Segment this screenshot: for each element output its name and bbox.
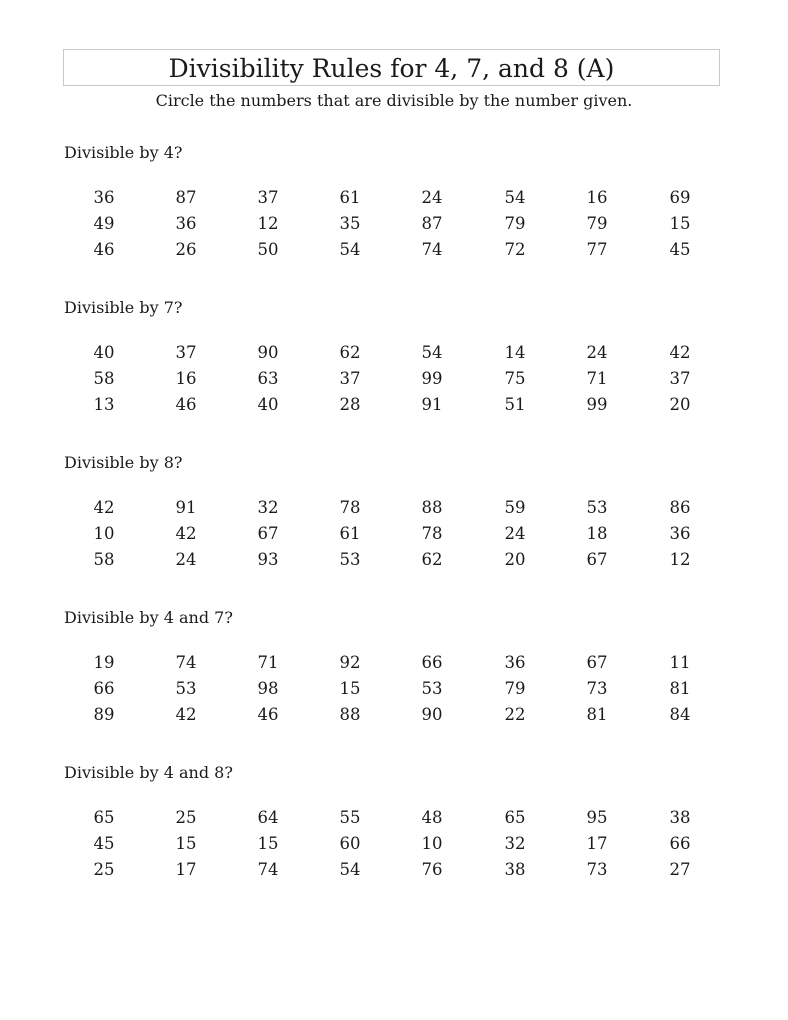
number-row [0,549,788,575]
number-cell[interactable]: 53 [175,679,197,698]
number-cell[interactable]: 86 [669,498,691,517]
number-cell[interactable]: 50 [257,240,279,259]
number-cell[interactable]: 15 [339,679,361,698]
number-cell[interactable]: 63 [257,369,279,388]
section-heading: Divisible by 8? [64,453,183,472]
number-cell[interactable]: 67 [586,653,608,672]
number-cell[interactable]: 24 [421,188,443,207]
number-cell[interactable]: 74 [175,653,197,672]
number-cell[interactable]: 93 [257,550,279,569]
number-cell[interactable]: 10 [93,524,115,543]
number-cell[interactable]: 69 [669,188,691,207]
number-cell[interactable]: 46 [257,705,279,724]
number-cell[interactable]: 65 [93,808,115,827]
number-grid [0,342,788,420]
number-cell[interactable]: 73 [586,679,608,698]
number-cell[interactable]: 53 [586,498,608,517]
number-cell[interactable]: 36 [93,188,115,207]
number-row [0,807,788,833]
number-cell[interactable]: 26 [175,240,197,259]
title-box [63,49,720,86]
number-cell[interactable]: 73 [586,860,608,879]
number-row [0,213,788,239]
number-cell[interactable]: 58 [93,369,115,388]
number-cell[interactable]: 16 [175,369,197,388]
number-cell[interactable]: 64 [257,808,279,827]
number-cell[interactable]: 71 [586,369,608,388]
number-row [0,187,788,213]
number-cell[interactable]: 45 [669,240,691,259]
number-cell[interactable]: 24 [504,524,526,543]
number-cell[interactable]: 72 [504,240,526,259]
number-cell[interactable]: 67 [257,524,279,543]
number-cell[interactable]: 20 [669,395,691,414]
number-cell[interactable]: 79 [504,679,526,698]
number-cell[interactable]: 58 [93,550,115,569]
number-cell[interactable]: 22 [504,705,526,724]
number-cell[interactable]: 89 [93,705,115,724]
number-cell[interactable]: 84 [669,705,691,724]
number-cell[interactable]: 53 [339,550,361,569]
number-cell[interactable]: 61 [339,188,361,207]
number-grid [0,187,788,265]
number-row [0,368,788,394]
number-cell[interactable]: 25 [93,860,115,879]
number-cell[interactable]: 16 [586,188,608,207]
number-row [0,523,788,549]
number-cell[interactable]: 54 [421,343,443,362]
number-cell[interactable]: 37 [339,369,361,388]
number-cell[interactable]: 53 [421,679,443,698]
number-cell[interactable]: 66 [421,653,443,672]
number-cell[interactable]: 66 [93,679,115,698]
number-cell[interactable]: 78 [421,524,443,543]
section-heading: Divisible by 4 and 7? [64,608,233,627]
number-cell[interactable]: 40 [93,343,115,362]
number-cell[interactable]: 46 [93,240,115,259]
section-heading: Divisible by 4? [64,143,183,162]
number-cell[interactable]: 24 [586,343,608,362]
number-cell[interactable]: 24 [175,550,197,569]
number-cell[interactable]: 62 [339,343,361,362]
number-cell[interactable]: 37 [175,343,197,362]
number-cell[interactable]: 55 [339,808,361,827]
number-cell[interactable]: 51 [504,395,526,414]
number-grid [0,652,788,730]
number-cell[interactable]: 88 [421,498,443,517]
number-cell[interactable]: 28 [339,395,361,414]
number-cell[interactable]: 12 [669,550,691,569]
number-cell[interactable]: 76 [421,860,443,879]
number-cell[interactable]: 87 [421,214,443,233]
number-cell[interactable]: 95 [586,808,608,827]
number-cell[interactable]: 27 [669,860,691,879]
number-cell[interactable]: 98 [257,679,279,698]
number-cell[interactable]: 17 [175,860,197,879]
number-cell[interactable]: 71 [257,653,279,672]
number-cell[interactable]: 91 [175,498,197,517]
number-cell[interactable]: 78 [339,498,361,517]
number-cell[interactable]: 17 [586,834,608,853]
number-cell[interactable]: 75 [504,369,526,388]
number-cell[interactable]: 11 [669,653,691,672]
number-cell[interactable]: 19 [93,653,115,672]
number-cell[interactable]: 38 [669,808,691,827]
number-cell[interactable]: 66 [669,834,691,853]
number-cell[interactable]: 54 [339,860,361,879]
number-cell[interactable]: 36 [504,653,526,672]
number-cell[interactable]: 79 [586,214,608,233]
number-cell[interactable]: 42 [175,705,197,724]
number-row [0,342,788,368]
number-cell[interactable]: 13 [93,395,115,414]
number-cell[interactable]: 25 [175,808,197,827]
number-cell[interactable]: 46 [175,395,197,414]
number-cell[interactable]: 36 [669,524,691,543]
number-cell[interactable]: 54 [504,188,526,207]
number-cell[interactable]: 62 [421,550,443,569]
number-cell[interactable]: 14 [504,343,526,362]
number-cell[interactable]: 15 [669,214,691,233]
number-cell[interactable]: 40 [257,395,279,414]
number-grid [0,807,788,885]
number-cell[interactable]: 12 [257,214,279,233]
number-cell[interactable]: 42 [669,343,691,362]
number-row [0,652,788,678]
number-cell[interactable]: 81 [669,679,691,698]
number-cell[interactable]: 10 [421,834,443,853]
number-cell[interactable]: 99 [421,369,443,388]
number-cell[interactable]: 81 [586,705,608,724]
instructions: Circle the numbers that are divisible by the number given. [155,91,633,110]
number-cell[interactable]: 42 [175,524,197,543]
number-cell[interactable]: 45 [93,834,115,853]
number-cell[interactable]: 79 [504,214,526,233]
number-cell[interactable]: 91 [421,395,443,414]
number-cell[interactable]: 18 [586,524,608,543]
number-grid [0,497,788,575]
number-cell[interactable]: 37 [669,369,691,388]
number-cell[interactable]: 61 [339,524,361,543]
number-cell[interactable]: 74 [421,240,443,259]
number-row [0,859,788,885]
section-heading: Divisible by 4 and 8? [64,763,233,782]
number-cell[interactable]: 67 [586,550,608,569]
number-cell[interactable]: 88 [339,705,361,724]
number-cell[interactable]: 49 [93,214,115,233]
number-row [0,833,788,859]
number-cell[interactable]: 38 [504,860,526,879]
number-cell[interactable]: 48 [421,808,443,827]
number-row [0,239,788,265]
number-cell[interactable]: 20 [504,550,526,569]
number-row [0,497,788,523]
number-cell[interactable]: 54 [339,240,361,259]
number-cell[interactable]: 32 [504,834,526,853]
number-cell[interactable]: 37 [257,188,279,207]
number-cell[interactable]: 99 [586,395,608,414]
number-cell[interactable]: 74 [257,860,279,879]
number-cell[interactable]: 90 [257,343,279,362]
number-row [0,394,788,420]
number-cell[interactable]: 36 [175,214,197,233]
number-cell[interactable]: 32 [257,498,279,517]
number-cell[interactable]: 42 [93,498,115,517]
number-cell[interactable]: 35 [339,214,361,233]
number-cell[interactable]: 77 [586,240,608,259]
number-cell[interactable]: 90 [421,705,443,724]
number-cell[interactable]: 15 [257,834,279,853]
worksheet-title: Divisibility Rules for 4, 7, and 8 (A) [168,54,615,83]
number-cell[interactable]: 87 [175,188,197,207]
number-row [0,704,788,730]
section-heading: Divisible by 7? [64,298,183,317]
number-cell[interactable]: 65 [504,808,526,827]
number-cell[interactable]: 92 [339,653,361,672]
number-cell[interactable]: 59 [504,498,526,517]
number-cell[interactable]: 15 [175,834,197,853]
number-row [0,678,788,704]
number-cell[interactable]: 60 [339,834,361,853]
